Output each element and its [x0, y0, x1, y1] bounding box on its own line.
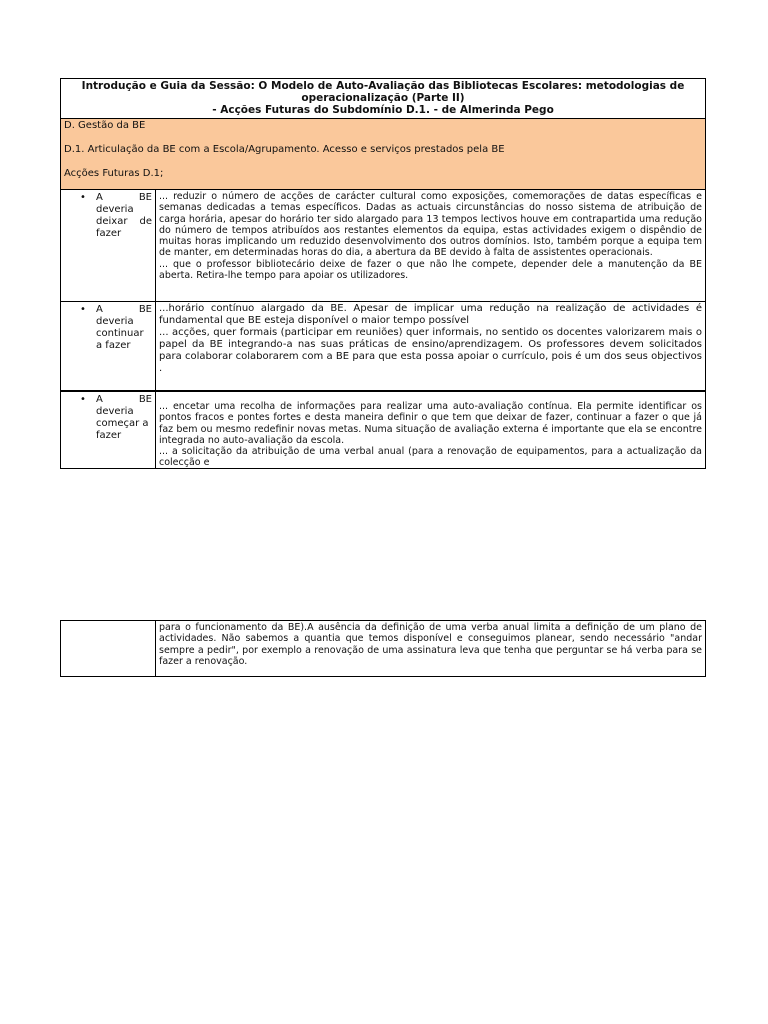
- row-label-cell: [61, 302, 156, 390]
- row-content-cell: [156, 621, 705, 676]
- continuation-paragraph: para o funcionamento da BE).A ausência da definição de uma verba anual limita a definição de um plano de actividades. Não sabemos a quantia que temos disponível e conseguimos planear, sendo necessário "andar sempre a pedir", por exemplo a renovação de uma assinatura leva que tenha que perguntar se há verba para se fazer a renovação.: [159, 622, 702, 667]
- row-label: A BE deveria começar a fazer: [96, 394, 152, 441]
- paragraph: ... que o professor bibliotecário deixe de fazer o que não lhe compete, depender dele a manutenção da BE aberta. Retira-lhe tempo para apoiar os utilizadores.: [159, 258, 702, 282]
- row-content-cell: [156, 190, 705, 301]
- table-row: [61, 190, 705, 302]
- row-label: A BE deveria continuar a fazer: [96, 304, 152, 351]
- paragraph: ...horário contínuo alargado da BE. Apesar de implicar uma redução na realização de actividades é fundamental que BE esteja disponível o maior tempo possível: [159, 303, 702, 326]
- paragraph: ... reduzir o número de acções de carácter cultural como exposições, comemorações de datas específicas e semanas dedicadas a temas específicos. Dadas as actuais circunstâncias do nosso sistema de atribuição de carga horária, apesar do horário ter sido alargado para 13 tempos lectivos houve em contrapartida uma redução do número de tempos atribuídos aos restantes elementos da equipa, estas actividades exigem o dispêndio de muitas horas implicando um reduzido desenvolvimento dos outros domínios. Isto, também porque a equipa tem de manter, em determinadas horas do dia, a abertura da BE devido à falta de assistentes operacionais.: [159, 191, 702, 259]
- paragraph: ... a solicitação da atribuição de uma verbal anual (para a renovação de equipamentos, para a actualização da colecção e: [159, 446, 702, 469]
- continuation-table: [60, 620, 706, 677]
- row-label: A BE deveria deixar de fazer: [96, 192, 152, 239]
- row-label-cell: [61, 190, 156, 301]
- subdomain-title: D.1. Articulação da BE com a Escola/Agrupamento. Acesso e serviços prestados pela BE: [64, 144, 505, 155]
- paragraph: ... encetar uma recolha de informações para realizar uma auto-avaliação contínua. Ela permite identificar os pontos fracos e pontes fortes e desta maneira definir o que tem que deixar de fazer, continuar a fazer o que já faz bem ou mesmo redefinir novas metas. Numa situação de avaliação externa é importante que ela se encontre integrada no auto-avaliação da escola.: [159, 401, 702, 446]
- table-row: [61, 392, 705, 468]
- section-header: [61, 119, 705, 190]
- section-heading: D. Gestão da BE: [64, 120, 146, 131]
- title-line-2: - Acções Futuras do Subdomínio D.1. - de Almerinda Pego: [212, 104, 554, 116]
- section-label: Acções Futuras D.1;: [64, 168, 164, 179]
- row-label-cell: [61, 392, 156, 468]
- assessment-table: [60, 78, 706, 469]
- paragraph: ... acções, quer formais (participar em reuniões) quer informais, no sentido os docentes valorizarem mais o papel da BE integrando-a nas suas práticas de ensino/aprendizagem. Os professores devem solicitados para colaborar colaborarem com a BE para que esta possa apoiar o currículo, pois é um dos seus objectivos .: [159, 327, 702, 374]
- table-row: [61, 302, 705, 392]
- title-line-1: Introdução e Guia da Sessão: O Modelo de Auto-Avaliação das Bibliotecas Escolares: metodologias de operacionalização (Parte II): [81, 80, 685, 104]
- row-label-cell: [61, 621, 156, 676]
- table-title: [61, 79, 705, 119]
- row-content-cell: [156, 392, 705, 468]
- bullet-icon: •: [80, 192, 86, 203]
- bullet-icon: •: [80, 304, 86, 315]
- bullet-icon: •: [80, 394, 86, 405]
- row-content-cell: [156, 302, 705, 390]
